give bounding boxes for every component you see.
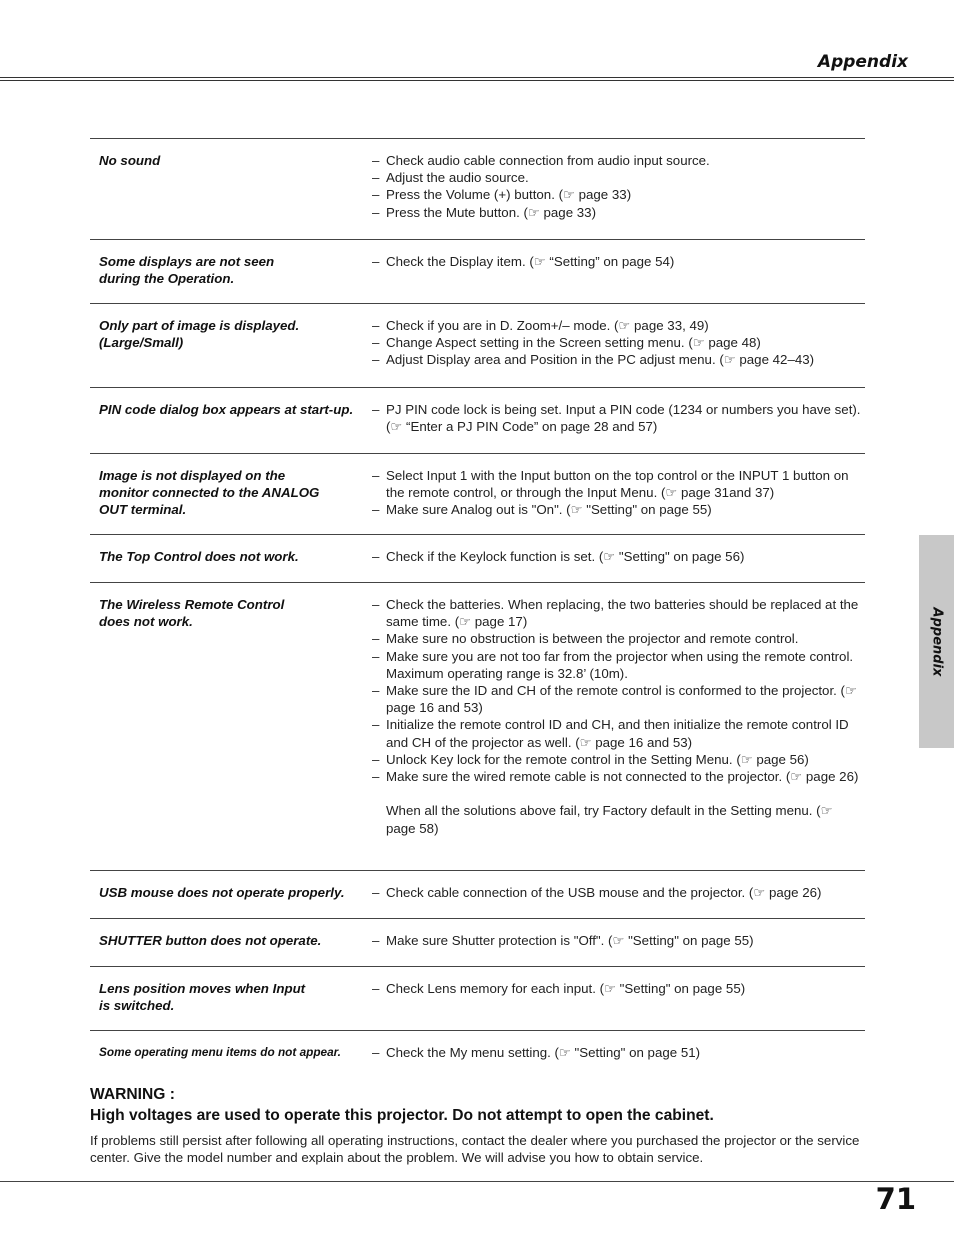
table-row (90, 583, 865, 871)
solution-cell (372, 253, 865, 303)
solution-cell (372, 1044, 865, 1079)
problem-line: OUT terminal. (99, 502, 187, 518)
problem-cell (90, 980, 372, 1030)
warning-block (90, 1084, 890, 1126)
solution-item: – Make sure you are not too far from the projector when using the remote control. Maximum operating range is 32.8’ (10m). (372, 648, 865, 682)
solution-cell (372, 596, 865, 870)
solution-cell (372, 548, 865, 582)
solution-cell (372, 152, 865, 239)
problem-line: (Large/Small) (99, 335, 184, 351)
problem-cell (90, 317, 372, 387)
problem-line: SHUTTER button does not operate. (99, 933, 322, 948)
troubleshooting-table (90, 138, 865, 1079)
solution-item: – Press the Volume (+) button. (☞ page 33) (372, 186, 865, 203)
solution-item: – Press the Mute button. (☞ page 33) (372, 204, 865, 221)
table-row (90, 535, 865, 583)
problem-cell (90, 401, 372, 453)
solution-item: – Check if you are in D. Zoom+/– mode. (☞ page 33, 49) (372, 317, 865, 334)
solution-cell (372, 980, 865, 1030)
table-row (90, 871, 865, 919)
solution-cell (372, 317, 865, 387)
side-tab-label: Appendix (929, 607, 944, 676)
solution-item: – PJ PIN code lock is being set. Input a PIN code (1234 or numbers you have set). (☞ “Enter a PJ PIN Code” on page 28 and 57) (372, 401, 865, 435)
solution-item: – Make sure Analog out is "On". (☞ "Setting" on page 55) (372, 501, 865, 518)
problem-line: No sound (99, 153, 161, 168)
solution-item: – Make sure no obstruction is between the projector and remote control. (372, 630, 865, 647)
footer-rule (0, 1181, 954, 1182)
problem-line: does not work. (99, 614, 193, 630)
solution-item: – Initialize the remote control ID and CH, and then initialize the remote control ID and CH of the projector as well. (☞ page 16 and 53) (372, 716, 865, 750)
problem-line: is switched. (99, 998, 175, 1014)
problem-cell (90, 152, 372, 239)
problem-cell (90, 884, 372, 918)
side-tab (919, 535, 954, 748)
table-row (90, 240, 865, 304)
table-row (90, 454, 865, 535)
solution-item: – Check the Display item. (☞ “Setting” on page 54) (372, 253, 865, 270)
solution-cell (372, 401, 865, 453)
solution-item: – Change Aspect setting in the Screen setting menu. (☞ page 48) (372, 334, 865, 351)
table-row (90, 388, 865, 454)
solution-item: – Make sure the wired remote cable is not connected to the projector. (☞ page 26) (372, 768, 865, 785)
problem-line: Image is not displayed on the (99, 468, 286, 483)
solution-cell (372, 932, 865, 966)
service-note: If problems still persist after following all operating instructions, contact the dealer where you purchased the projector or the service center. Give the model number and explain about the problem. We will advise you how to obtain service. (90, 1133, 860, 1165)
warning-text: High voltages are used to operate this projector. Do not attempt to open the cabinet. (90, 1107, 714, 1124)
solution-note: When all the solutions above fail, try Factory default in the Setting menu. (☞ page 58) (386, 803, 833, 836)
solution-item: – Make sure Shutter protection is "Off". (☞ "Setting" on page 55) (372, 932, 865, 949)
table-row (90, 139, 865, 240)
solution-item: – Check the batteries. When replacing, the two batteries should be replaced at the same time. (☞ page 17) (372, 596, 865, 630)
problem-cell (90, 1044, 372, 1079)
problem-cell (90, 596, 372, 870)
header-rule-lower (0, 80, 954, 81)
problem-line: Only part of image is displayed. (99, 318, 300, 333)
solution-item: – Check audio cable connection from audio input source. (372, 152, 865, 169)
problem-line: Some displays are not seen (99, 254, 275, 269)
solution-item: – Check cable connection of the USB mouse and the projector. (☞ page 26) (372, 884, 865, 901)
problem-cell (90, 548, 372, 582)
warning-label: WARNING : (90, 1086, 175, 1103)
problem-line: during the Operation. (99, 271, 235, 287)
problem-line: USB mouse does not operate properly. (99, 885, 345, 900)
table-row (90, 304, 865, 388)
table-row (90, 919, 865, 967)
problem-line: PIN code dialog box appears at start-up. (99, 402, 354, 417)
solution-item: – Check Lens memory for each input. (☞ "Setting" on page 55) (372, 980, 865, 997)
problem-line: monitor connected to the ANALOG (99, 485, 320, 501)
table-row (90, 1031, 865, 1079)
solution-item: – Check if the Keylock function is set. (☞ "Setting" on page 56) (372, 548, 865, 565)
solution-cell (372, 467, 865, 534)
solution-item: – Make sure the ID and CH of the remote control is conformed to the projector. (☞ page 16 and 53) (372, 682, 865, 716)
solution-item: – Adjust the audio source. (372, 169, 865, 186)
solution-item: – Unlock Key lock for the remote control in the Setting Menu. (☞ page 56) (372, 751, 865, 768)
problem-cell (90, 467, 372, 534)
problem-line: The Top Control does not work. (99, 549, 299, 564)
section-title: Appendix (817, 52, 908, 72)
problem-cell (90, 253, 372, 303)
problem-line: Lens position moves when Input (99, 981, 306, 996)
solution-item: – Check the My menu setting. (☞ "Setting" on page 51) (372, 1044, 865, 1061)
header-rule (0, 77, 954, 78)
table-row (90, 967, 865, 1031)
problem-line: Some operating menu items do not appear. (99, 1045, 341, 1059)
spacer (372, 785, 865, 802)
solution-cell (372, 884, 865, 918)
solution-item: – Select Input 1 with the Input button on the top control or the INPUT 1 button on the remote control, or through the Input Menu. (☞ page 31and 37) (372, 467, 865, 501)
problem-line: The Wireless Remote Control (99, 597, 285, 612)
page-number: 71 (875, 1182, 916, 1216)
problem-cell (90, 932, 372, 966)
solution-item: – Adjust Display area and Position in the PC adjust menu. (☞ page 42–43) (372, 351, 865, 368)
